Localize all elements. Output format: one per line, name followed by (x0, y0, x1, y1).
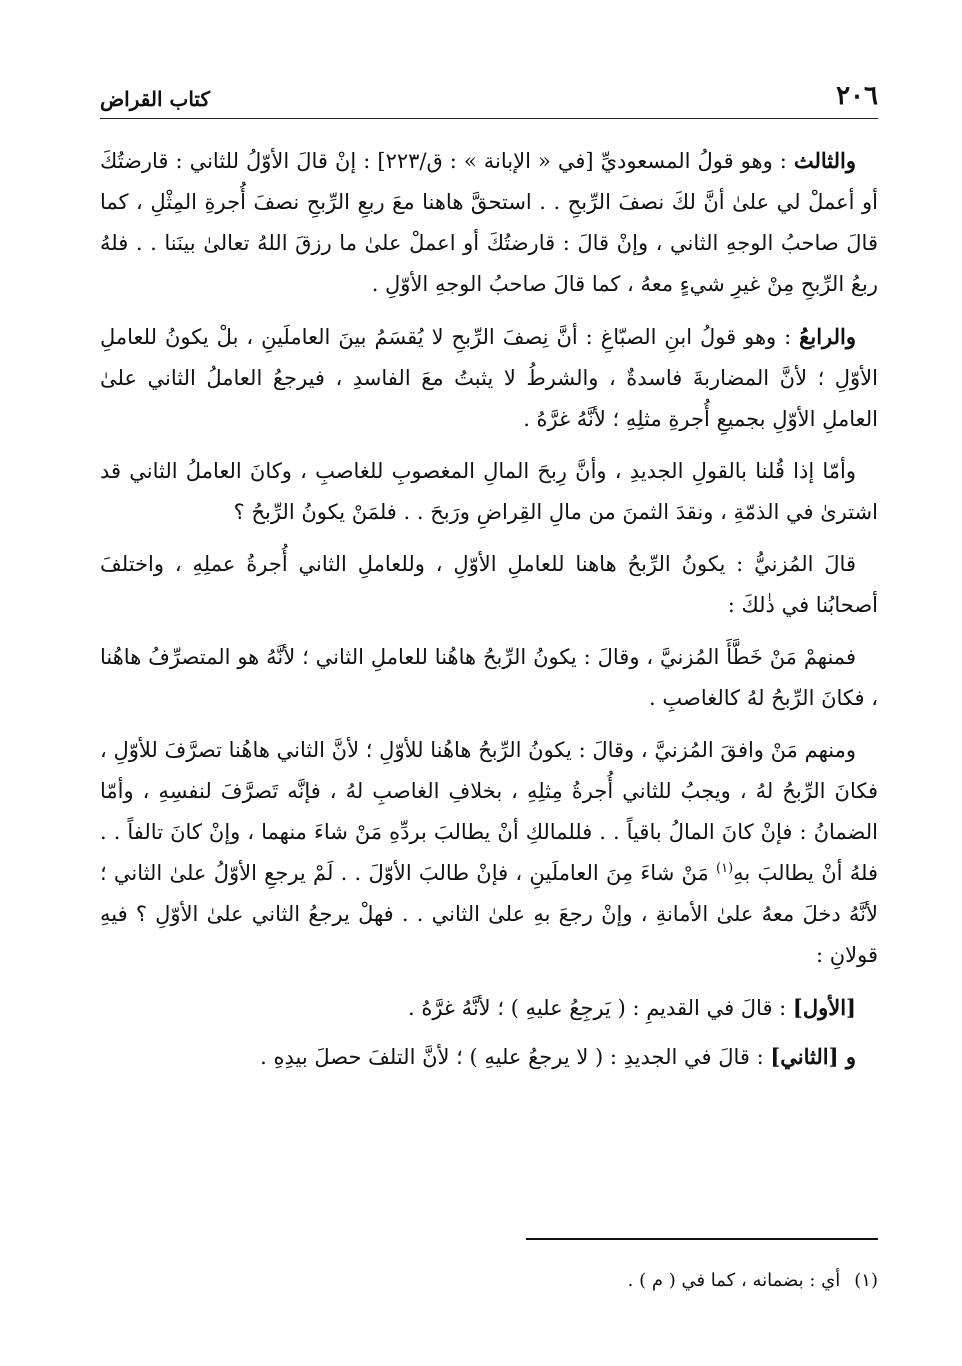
paragraph-lead: [الأول] (792, 995, 856, 1020)
paragraph-lead: والثالث (793, 148, 856, 173)
paragraph-text: قالَ المُزنيُّ : يكونُ الرِّبحُ هاهنا للعاملِ الأوّلِ ، وللعاملِ الثاني أُجرةُ عملِهِ ، واختلفَ أصحابُنا في ذٰلكَ : (100, 552, 878, 617)
paragraph-lead: والرابعُ (799, 324, 856, 349)
paragraph-third-view (100, 140, 878, 305)
footnote-divider (526, 1238, 878, 1240)
paragraph-muzani (100, 544, 878, 626)
running-title: كتاب القراض (100, 87, 210, 111)
paragraph-first-opinion (100, 987, 878, 1029)
footnote (100, 1266, 878, 1296)
paragraph-text: : وهو قولُ المسعوديِّ [في « الإبانة » : ق/٢٢٣] : إنْ قالَ الأوّلُ للثاني : قارضتُكَ أو أعملْ لي علىٰ أنَّ لكَ نصفَ الرِّبحِ . . استحقَّ هاهنا معَ ربعِ الرِّبحِ نصفَ أُجرةِ المِثْلِ ، كما قالَ صاحبُ الوجهِ الثاني ، وإنْ قالَ : قارضتُكَ أو اعملْ علىٰ ما رزقَ اللهُ تعالىٰ بينَنا . . فلهُ ربعُ الرِّبحِ مِنْ غيرِ شيءٍ معهُ ، كما قالَ صاحبُ الوجهِ الأوّلِ . (100, 149, 878, 296)
paragraph-new-opinion (100, 451, 878, 533)
paragraph-fourth-view (100, 316, 878, 440)
paragraph-text: مَنْ شاءَ مِنَ العاملَينِ ، فإنْ طالبَ الأوّلَ . . لَمْ يرجعِ الأوّلُ علىٰ الثاني ؛ لأنَّهُ دخلَ معهُ علىٰ الأمانةِ ، وإنْ رجعَ بهِ علىٰ الثاني . . فهلْ يرجعُ الثاني علىٰ الأوّلِ ؟ فيهِ قولانِ : (100, 861, 878, 967)
main-text (100, 140, 878, 1085)
paragraph-agree (100, 730, 878, 976)
paragraph-second-opinion (100, 1036, 878, 1078)
paragraph-text: : قالَ في الجديدِ : ( لا يرجعُ عليهِ ) ؛ لأنَّ التلفَ حصلَ بيدِهِ . (260, 1045, 771, 1069)
page-number: ٢٠٦ (836, 81, 878, 111)
page-header (100, 78, 878, 119)
paragraph-text: ومنهم مَنْ وافقَ المُزنيَّ ، وقالَ : يكونُ الرِّبحُ هاهُنا للأوّلِ ؛ لأنَّ الثاني هاهُنا تصرَّفَ للأوّلِ ، فكانَ الرِّبحُ لهُ ، ويجبُ للثاني أُجرةُ مِثلِهِ ، بخلافِ الغاصبِ لهُ ، فإنَّه تَصرَّفَ لنفسِهِ ، وأمّا الضمانُ : فإنْ كانَ المالُ باقياً . . فللمالكِ أنْ يطالبَ بردِّهِ مَنْ شاءَ منهما ، وإنْ كانَ تالفاً . . فلهُ أنْ يطالبَ بهِ (100, 738, 878, 885)
paragraph-disagree (100, 637, 878, 719)
paragraph-text: فمنهمْ مَنْ خَطَّأَ المُزنيَّ ، وقالَ : يكونُ الرِّبحُ هاهُنا للعاملِ الثاني ؛ لأنَّهُ هو المتصرِّفُ هاهُنا ، فكانَ الرِّبحُ لهُ كالغاصبِ . (100, 645, 878, 710)
paragraph-text: وأمّا إذا قُلنا بالقولِ الجديدِ ، وأنَّ رِبحَ المالِ المغصوبِ للغاصبِ ، وكانَ العاملُ الثاني قد اشترىٰ في الذمّةِ ، ونقدَ الثمنَ من مالِ القِراضِ ورَبحَ . . فلمَنْ يكونُ الرِّبحُ ؟ (100, 459, 878, 524)
footnote-reference[interactable]: (١) (716, 861, 734, 876)
footnote-text: أي : بضمانه ، كما في ( م ) . (627, 1270, 841, 1291)
footnote-mark: (١) (854, 1270, 878, 1291)
paragraph-text: : وهو قولُ ابنِ الصبّاغِ : أنَّ نِصفَ الرِّبحِ لا يُقسَمُ بينَ العاملَينِ ، بلْ يكونُ للعاملِ الأوّلِ ؛ لأنَّ المضاربةَ فاسدةٌ ، والشرطُ لا يثبتُ معَ الفاسدِ ، فيرجعُ العاملُ الثاني علىٰ العاملِ الأوّلِ بجميعِ أُجرةِ مثلِهِ ؛ لأنَّهُ غرَّهُ . (100, 325, 878, 431)
paragraph-lead: و [الثاني] (770, 1044, 856, 1069)
book-page (100, 78, 878, 1328)
paragraph-text: : قالَ في القديمِ : ( يَرجِعُ عليهِ ) ؛ لأنَّهُ غرَّهُ . (407, 996, 793, 1020)
